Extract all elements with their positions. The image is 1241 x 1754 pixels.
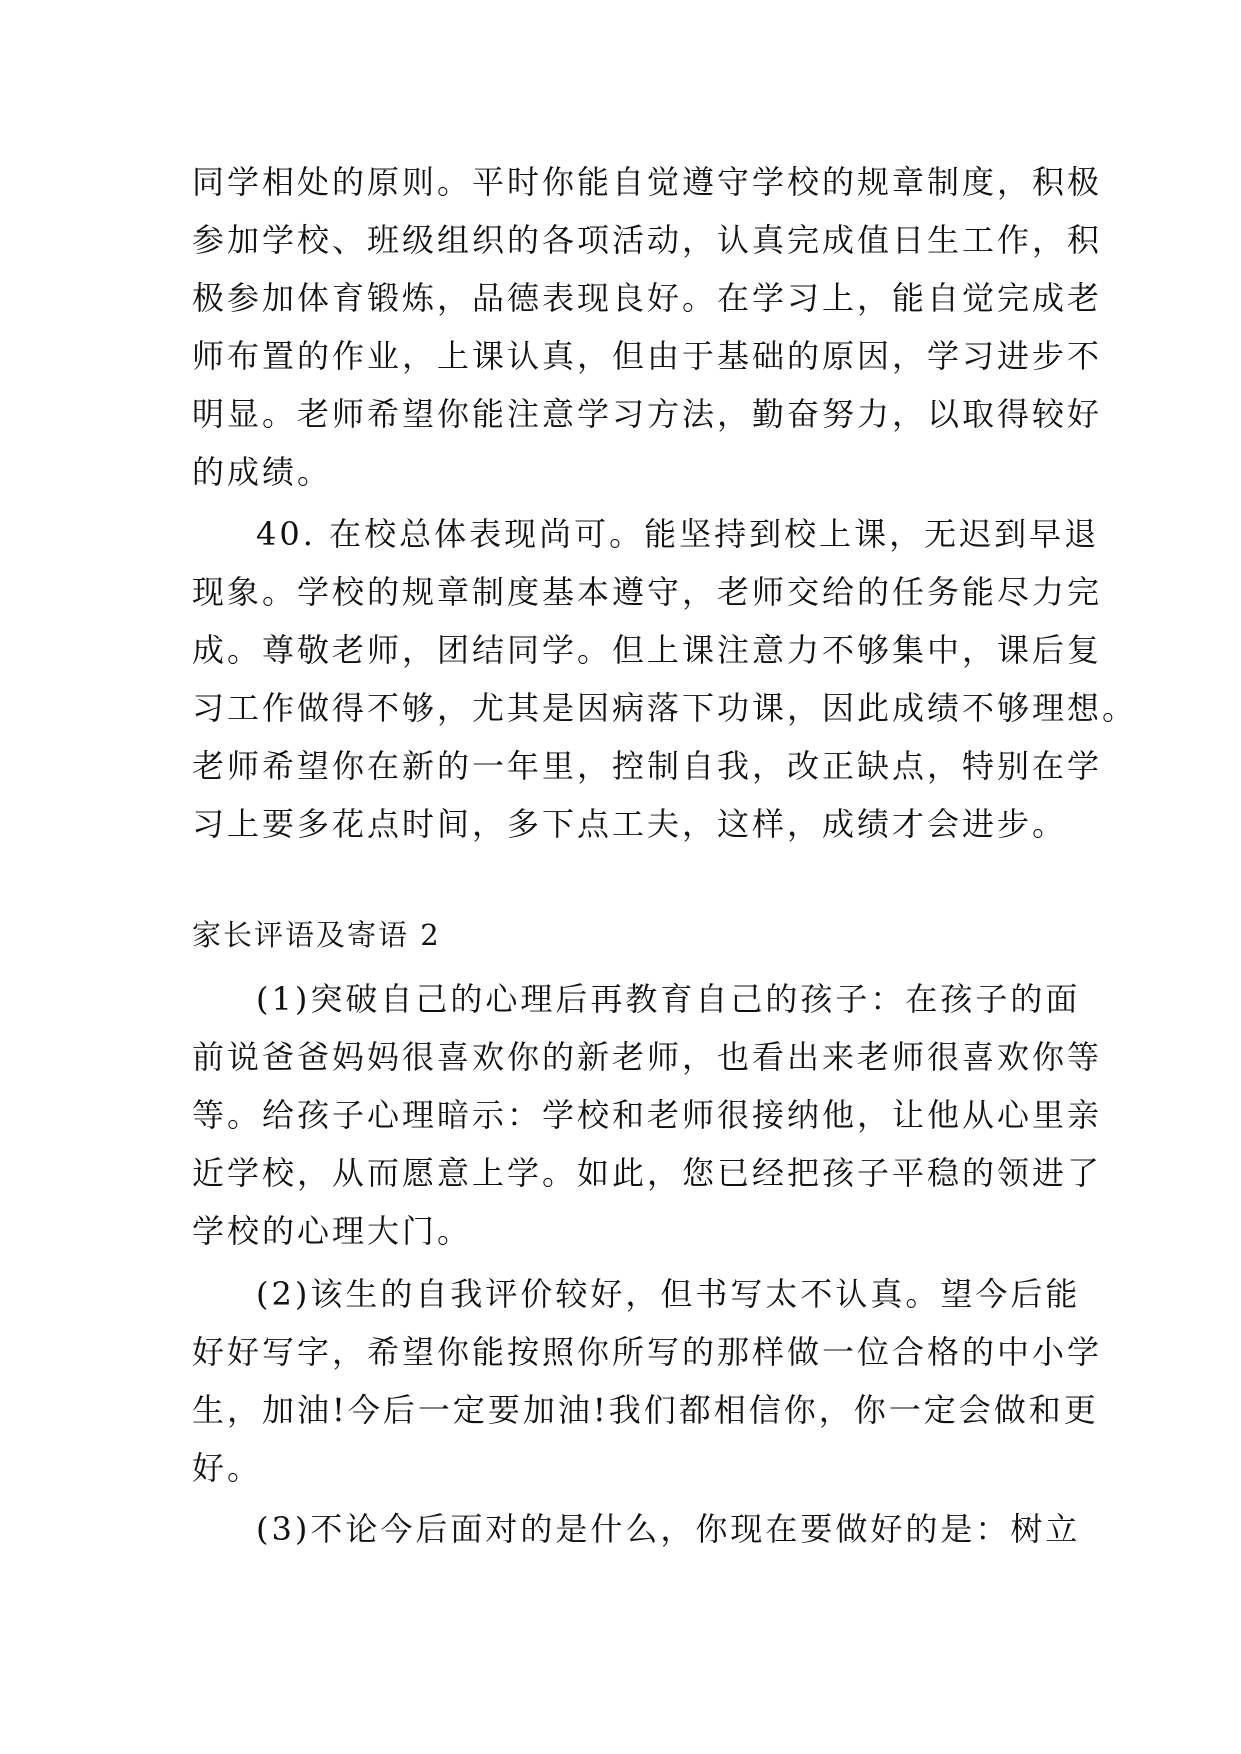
text-line: 同学相处的原则。平时你能自觉遵守学校的规章制度，积极 [192, 163, 1103, 201]
text-line: 前说爸爸妈妈很喜欢你的新老师，也看出来老师很喜欢你等 [192, 1038, 1103, 1076]
text-line: 学校的心理大门。 [192, 1212, 473, 1250]
text-line: 明显。老师希望你能注意学习方法，勤奋努力，以取得较好 [192, 395, 1103, 433]
text-line: 成。尊敬老师，团结同学。但上课注意力不够集中，课后复 [192, 631, 1103, 669]
paragraph-item-1 [192, 970, 1103, 1260]
text-line: 好好写字，希望你能按照你所写的那样做一位合格的中小学 [192, 1333, 1103, 1371]
text-line: (2)该生的自我评价较好，但书写太不认真。望今后能 [256, 1275, 1081, 1313]
text-line: 等。给孩子心理暗示：学校和老师很接纳他，让他从心里亲 [192, 1096, 1103, 1134]
text-line: 生，加油!今后一定要加油!我们都相信你，你一定会做和更 [192, 1391, 1099, 1429]
text-line: 老师希望你在新的一年里，控制自我，改正缺点，特别在学 [192, 747, 1103, 785]
text-line: 师布置的作业，上课认真，但由于基础的原因，学习进步不 [192, 337, 1103, 375]
text-line: 极参加体育锻炼，品德表现良好。在学习上，能自觉完成老 [192, 279, 1103, 317]
text-line: 好。 [192, 1449, 263, 1487]
text-line: 40. 在校总体表现尚可。能坚持到校上课，无迟到早退 [256, 515, 1100, 553]
paragraph-item-40 [192, 505, 1138, 853]
text-line: 近学校，从而愿意上学。如此，您已经把孩子平稳的领进了 [192, 1154, 1103, 1192]
text-line: 的成绩。 [192, 453, 333, 491]
text-line: (1)突破自己的心理后再教育自己的孩子：在孩子的面 [256, 980, 1081, 1018]
text-line: 参加学校、班级组织的各项活动，认真完成值日生工作，积 [192, 221, 1103, 259]
paragraph-item-2 [192, 1265, 1103, 1497]
paragraph-continued [192, 153, 1103, 501]
text-line: 习工作做得不够，尤其是因病落下功课，因此成绩不够理想。 [192, 689, 1138, 727]
text-line: 现象。学校的规章制度基本遵守，老师交给的任务能尽力完 [192, 573, 1103, 611]
section-heading: 家长评语及寄语 2 [192, 918, 441, 952]
text-line: (3)不论今后面对的是什么，你现在要做好的是：树立 [256, 1510, 1081, 1548]
paragraph-item-3 [192, 1500, 1081, 1558]
text-line: 习上要多花点时间，多下点工夫，这样，成绩才会进步。 [192, 805, 1068, 843]
